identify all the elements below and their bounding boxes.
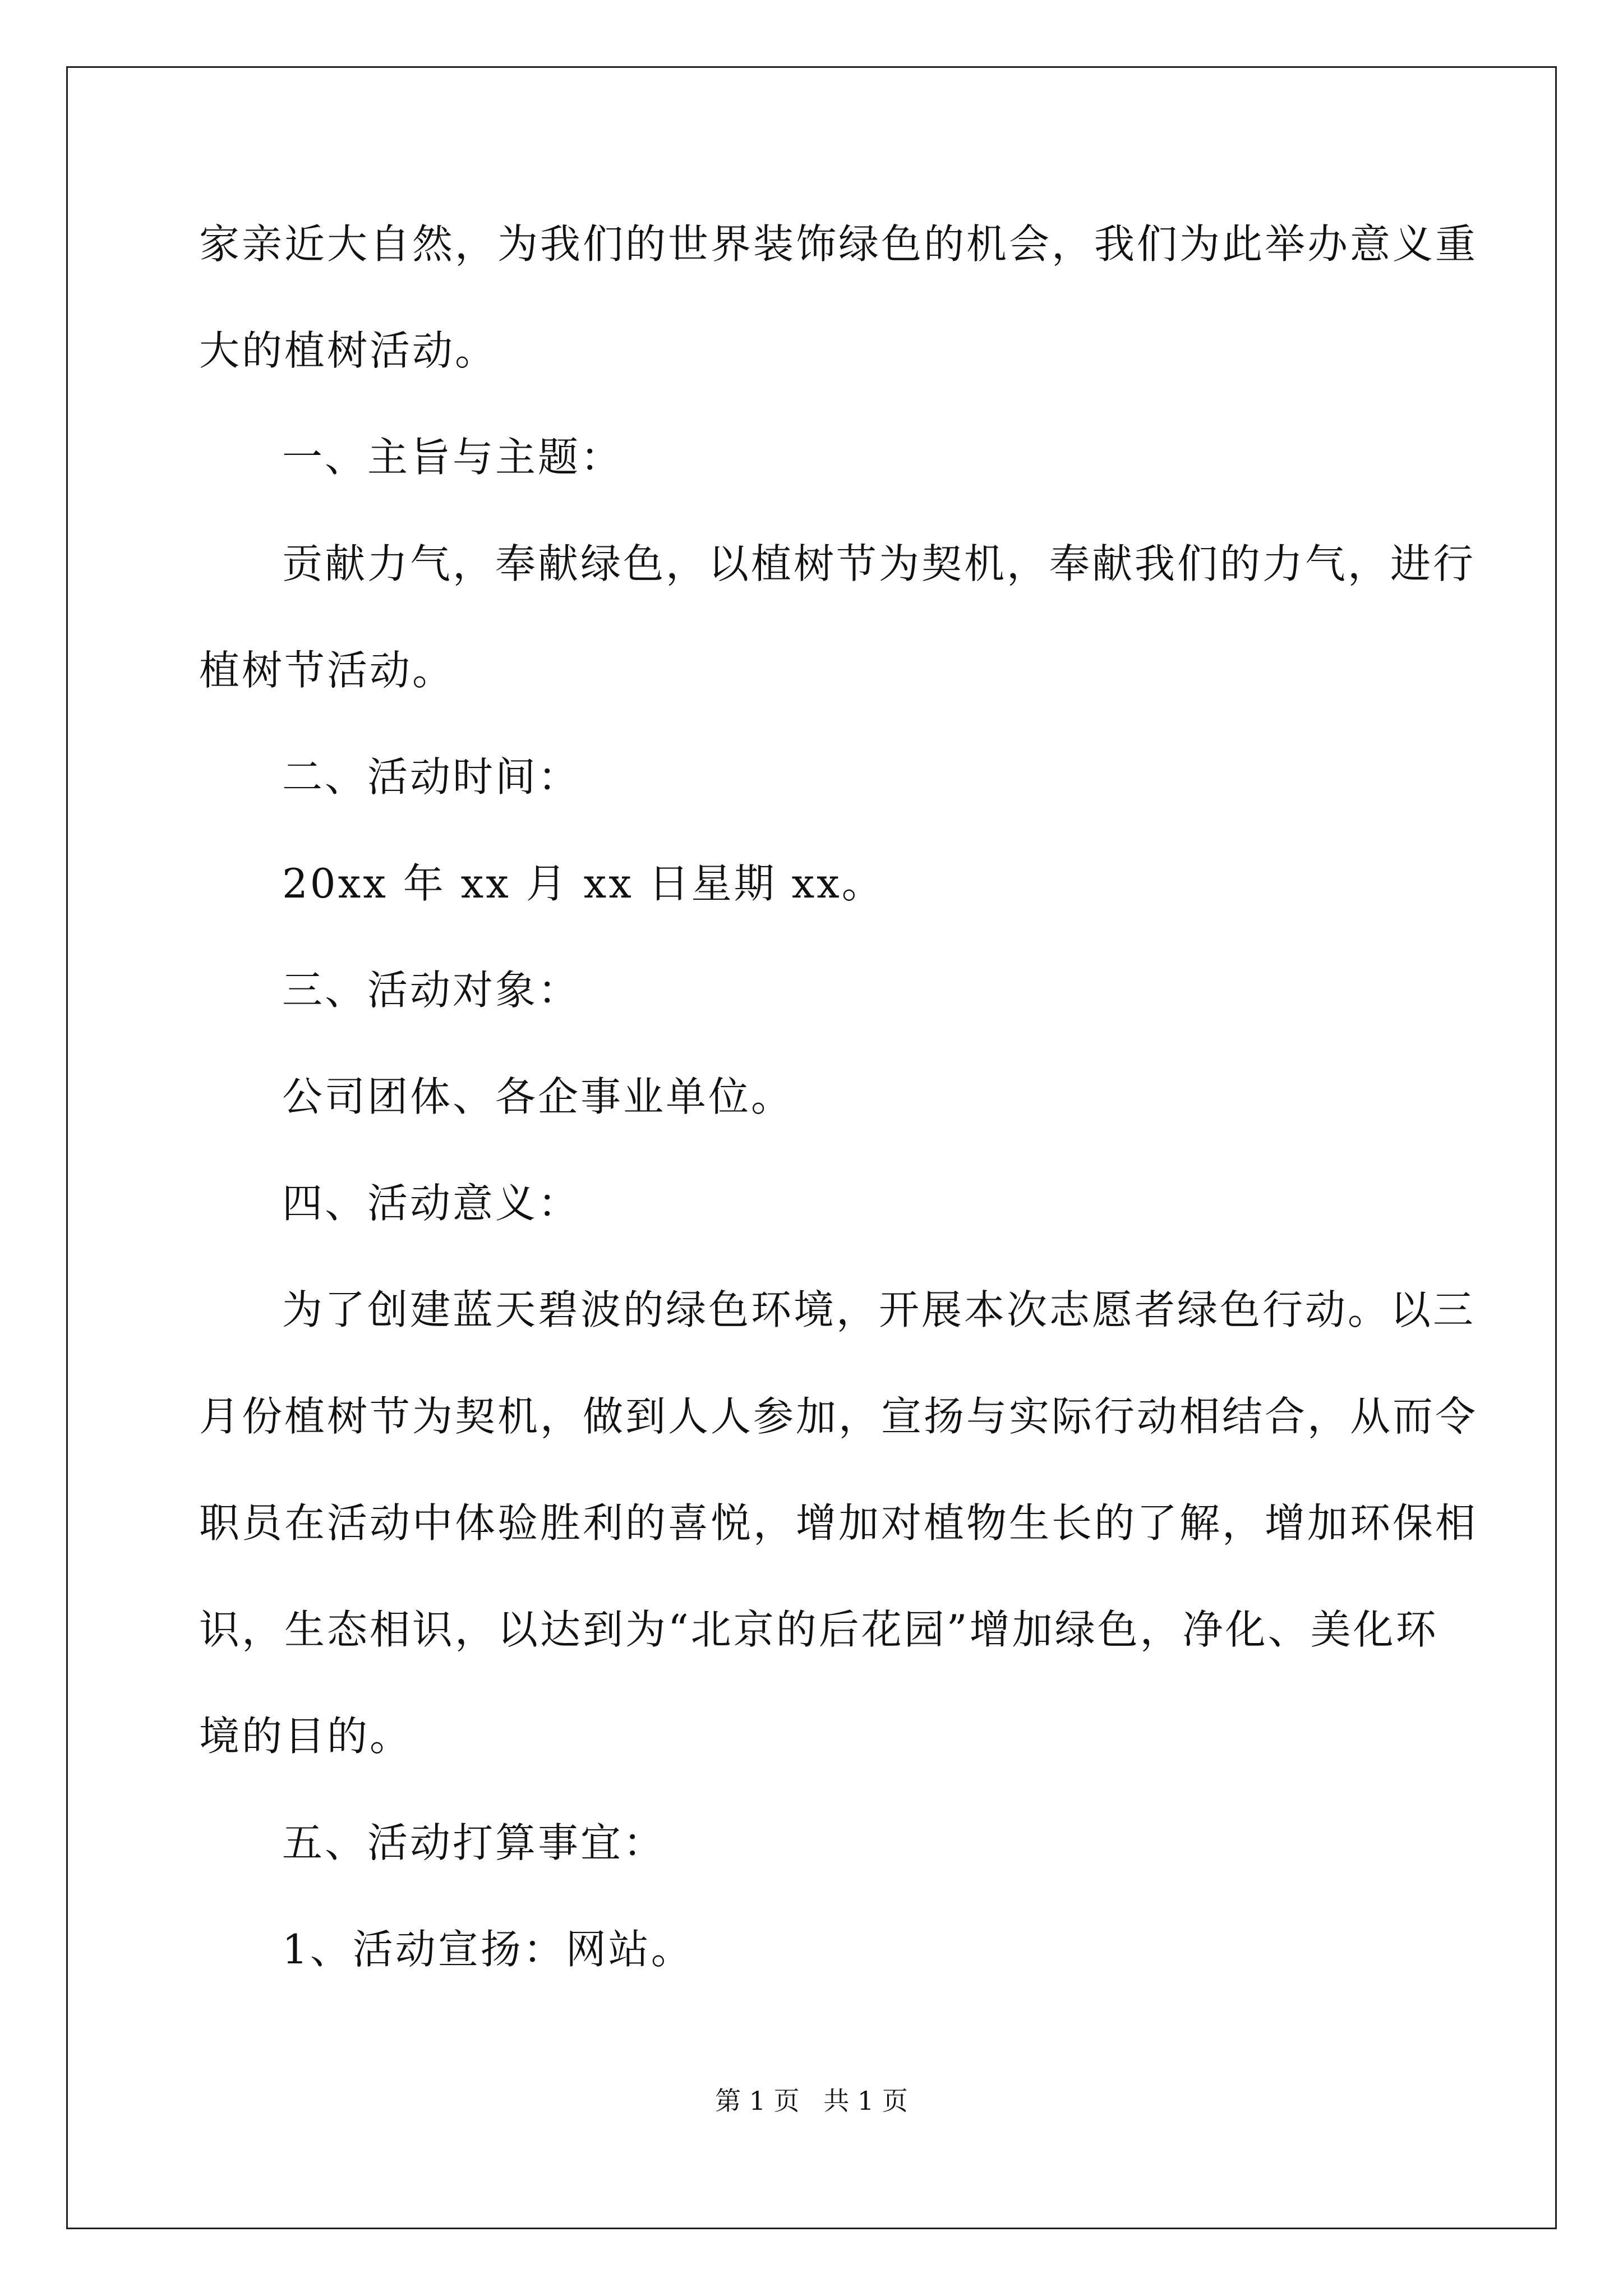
text-line: 识，生态相识，以达到为“北京的后花园”增加绿色，净化、美化环 (199, 1606, 1438, 1653)
text-line: 公司团体、各企事业单位。 (282, 1073, 794, 1120)
text-line: 贡献力气，奉献绿色，以植树节为契机，奉献我们的力气，进行 (282, 540, 1476, 587)
section-heading: 二、活动时间： (282, 753, 581, 800)
document-body (199, 191, 1478, 2003)
text-line: 职员在活动中体验胜利的喜悦，增加对植物生长的了解，增加环保相 (199, 1499, 1478, 1547)
text-line: 20xx 年 xx 月 xx 日星期 xx。 (282, 860, 884, 907)
section-heading: 一、主旨与主题： (282, 434, 624, 481)
text-line: 大的植树活动。 (199, 327, 498, 374)
text-line: 植树节活动。 (199, 647, 455, 694)
text-line: 1、活动宣扬：网站。 (282, 1926, 694, 1973)
section-heading: 四、活动意义： (282, 1180, 581, 1227)
text-line: 家亲近大自然，为我们的世界装饰绿色的机会，我们为此举办意义重 (199, 220, 1478, 268)
section-heading: 三、活动对象： (282, 967, 581, 1014)
page-number: 第 1 页 (715, 2086, 800, 2116)
page-total: 共 1 页 (823, 2086, 908, 2116)
text-line: 月份植树节为契机，做到人人参加，宣扬与实际行动相结合，从而令 (199, 1393, 1478, 1440)
page-footer (0, 2084, 1623, 2118)
section-heading: 五、活动打算事宜： (282, 1819, 666, 1866)
text-line: 为了创建蓝天碧波的绿色环境，开展本次志愿者绿色行动。以三 (282, 1286, 1476, 1333)
text-line: 境的目的。 (199, 1713, 413, 1760)
